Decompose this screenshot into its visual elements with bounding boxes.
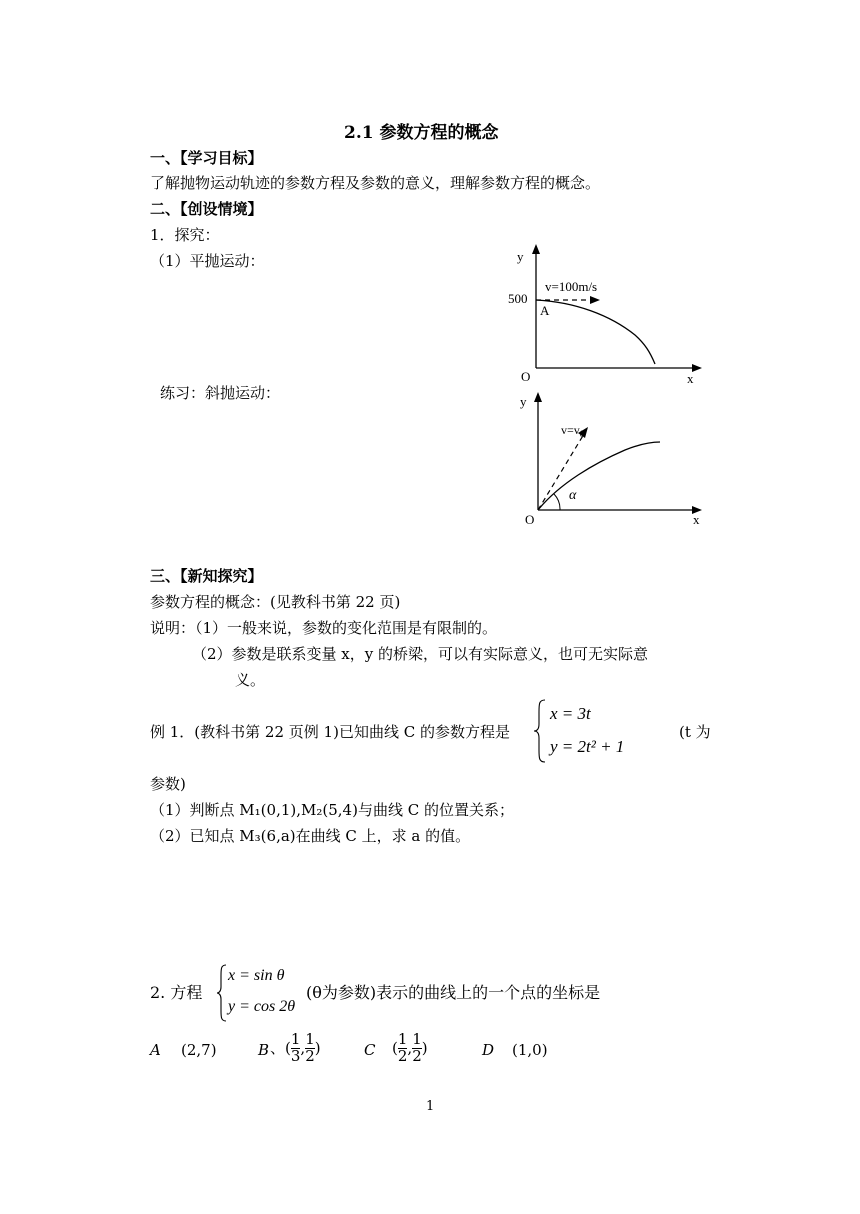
note-2-line1: （2）参数是联系变量 x，y 的桥梁，可以有实际意义，也可无实际意 <box>192 645 649 663</box>
problem2-brace <box>216 963 228 1023</box>
note-1: 说明：（1）一般来说，参数的变化范围是有限制的。 <box>150 619 498 637</box>
example1-tail2: 参数) <box>150 775 186 793</box>
option-c-label: C <box>364 1041 376 1059</box>
explore-item: 1．探究： <box>150 226 220 244</box>
oblique-projectile-label: 练习：斜抛运动： <box>160 384 281 402</box>
fig1-x-label: x <box>687 371 694 386</box>
option-d-label: D <box>482 1041 495 1059</box>
problem2-lead: 2. 方程 <box>150 983 203 1002</box>
problem2-eq1: x = sin θ <box>228 967 285 984</box>
option-b-value: 、( $\frac{1}{3}$ , $\frac{1}{2}$ ) <box>270 1029 321 1065</box>
fig1-origin-label: O <box>521 369 531 384</box>
fig1-velocity-label: v=100m/s <box>545 279 598 294</box>
fig2-velocity-sub: 0 <box>579 429 585 439</box>
section-heading-new-knowledge: 三、【新知探究】 <box>150 567 263 585</box>
option-b-label: B <box>258 1041 270 1059</box>
problem2-eq2: y = cos 2θ <box>228 998 296 1015</box>
option-b-den1: 3 <box>290 1046 301 1065</box>
page-number: 1 <box>426 1099 435 1114</box>
option-a-value: (2,7) <box>181 1041 217 1059</box>
example1-lead: 例 1．(教科书第 22 页例 1)已知曲线 C 的参数方程是 <box>150 723 510 741</box>
problem2-tail: (θ为参数)表示的曲线上的一个点的坐标是 <box>306 983 601 1002</box>
fig2-origin-label: O <box>525 512 535 527</box>
example1-brace <box>533 698 547 764</box>
section-heading-scenario: 二、【创设情境】 <box>150 200 263 218</box>
example1-eq2: y = 2t² + 1 <box>550 737 625 756</box>
fig1-y-label: y <box>517 249 524 264</box>
fig2-angle-label: α <box>569 488 577 503</box>
horizontal-projectile-figure <box>500 240 710 390</box>
oblique-projectile-figure <box>500 388 710 533</box>
option-c-den2: 2 <box>412 1046 422 1065</box>
horizontal-projectile-label: （1）平抛运动： <box>150 252 265 270</box>
option-c-den1: 2 <box>397 1046 408 1065</box>
example1-tail: (t 为 <box>679 723 711 741</box>
fig1-point-label: A <box>540 303 550 318</box>
option-c-value: ( $\frac{1}{2}$ , $\frac{1}{2}$ ) <box>392 1029 428 1065</box>
option-b-den2: 2 <box>305 1046 315 1065</box>
option-c-num1: 1 <box>397 1029 408 1048</box>
option-d-value: (1,0) <box>512 1041 548 1059</box>
fig2-x-label: x <box>693 512 700 527</box>
concept-text: 参数方程的概念：(见教科书第 22 页) <box>150 593 401 611</box>
fig2-y-label: y <box>520 394 527 409</box>
example1-question1: （1）判断点 M₁(0,1),M₂(5,4)与曲线 C 的位置关系； <box>150 801 514 819</box>
option-b-num1: 1 <box>290 1029 301 1048</box>
option-c-num2: 1 <box>412 1029 422 1048</box>
example1-question2: （2）已知点 M₃(6,a)在曲线 C 上，求 a 的值。 <box>150 827 471 845</box>
goals-text: 了解抛物运动轨迹的参数方程及参数的意义，理解参数方程的概念。 <box>150 174 601 192</box>
example1-eq1: x = 3t <box>550 704 591 723</box>
note-2-line2: 义。 <box>235 671 266 689</box>
page-title: 2.1 参数方程的概念 <box>344 123 499 143</box>
option-b-num2: 1 <box>305 1029 315 1048</box>
option-a-label: A <box>150 1041 161 1059</box>
section-heading-goals: 一、【学习目标】 <box>150 149 263 167</box>
svg-text:v=v0 <box>561 423 585 439</box>
fig2-velocity-label: v=v <box>561 423 580 437</box>
fig1-y-value-label: 500 <box>508 291 528 306</box>
